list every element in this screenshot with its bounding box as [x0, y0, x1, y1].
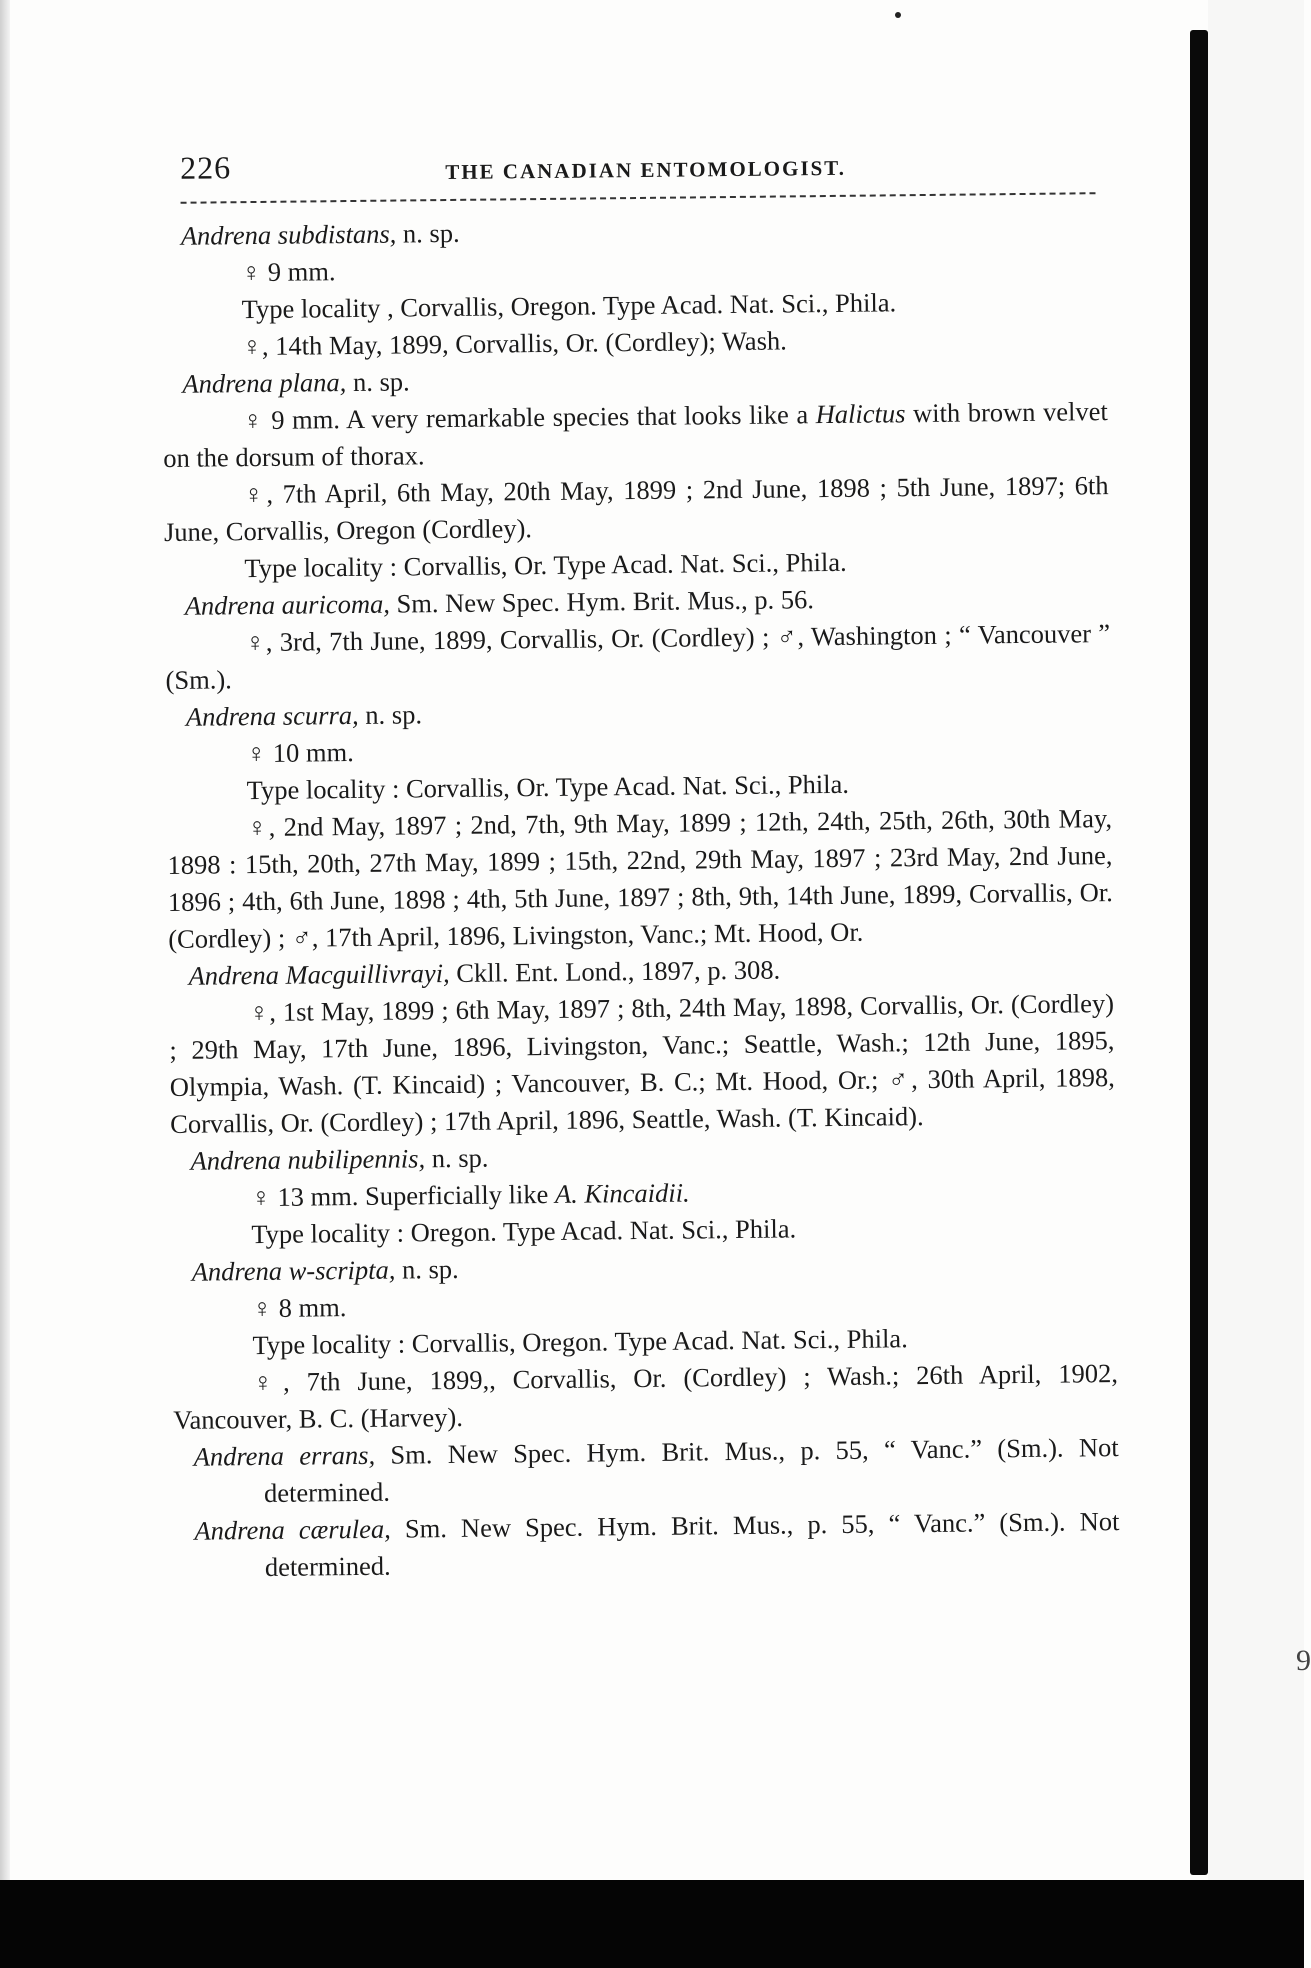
species-name: Andrena cærulea,: [194, 1513, 391, 1546]
record-text: Type locality : Corvallis, Or. Type Acad. Nat. Sci., Phila.: [244, 546, 847, 584]
record-text: ♀ 9 mm.: [241, 256, 336, 288]
document-page: [160, 140, 1120, 1587]
species-name: Andrena nubilipennis,: [190, 1143, 426, 1176]
species-heading: [173, 1429, 1119, 1513]
record-text: Type locality , Corvallis, Oregon. Type Acad. Nat. Sci., Phila.: [241, 287, 897, 325]
page-number: 226: [179, 149, 232, 186]
record-text: ♀, 2nd May, 1897 ; 2nd, 7th, 9th May, 1899 ; 12th, 24th, 25th, 26th, 30th May, 1898 : 15th, 20th, 27th May, 1899 ; 15th, 22nd, 29th May, 1897 ; 23rd May, 2nd June, 1896 ; 4th, 6th June, 1898 ; 4th, 5th June, 1897 ; 8th, 9th, 14th June, 1899, Corvallis, Or. (Cordley) ; ♂, 17th April, 1896, Livingston, Vanc.; Mt. Hood, Or.: [167, 803, 1113, 954]
species-name: Andrena plana,: [182, 367, 347, 399]
record-text: ♀ 13 mm. Superficially like: [250, 1178, 556, 1213]
species-name: Andrena scurra,: [185, 699, 359, 732]
record-text: ♀, 7th June, 1899,, Corvallis, Or. (Cordley) ; Wash.; 26th April, 1902, Vancouver, B. C. (Harvey).: [173, 1358, 1119, 1435]
record-text-tail: with brown velvet on the dorsum of thorax.: [163, 396, 1108, 473]
record-text: ♀, 3rd, 7th June, 1899, Corvallis, Or. (Cordley) ; ♂, Washington ; “ Vancouver ” (Sm.).: [165, 618, 1111, 695]
record-paragraph: [163, 467, 1109, 551]
species-name: Andrena subdistans,: [180, 218, 397, 251]
record-text: ♀, 1st May, 1899 ; 6th May, 1897 ; 8th, 24th May, 1898, Corvallis, Or. (Cordley) ; 29th May, 17th June, 1896, Livingston, Vanc.; Seattle, Wash.; 12th June, 1895, Olympia, Wash. (T. Kincaid) ; Vancouver, B. C.; Mt. Hood, Or.; ♂, 30th April, 1898, Corvallis, Or. (Cordley) ; 17th April, 1896, Seattle, Wash. (T. Kincaid).: [169, 988, 1115, 1139]
species-name: Andrena Macguillivrayi,: [188, 958, 450, 991]
scan-left-edge: [0, 0, 10, 1880]
running-head: THE CANADIAN ENTOMOLOGIST.: [445, 155, 847, 185]
species-citation: Sm. New Spec. Hym. Brit. Mus., p. 55, “ Vanc.” (Sm.). Not determined.: [263, 1432, 1119, 1508]
species-citation: Sm. New Spec. Hym. Brit. Mus., p. 55, “ Vanc.” (Sm.). Not determined.: [264, 1506, 1120, 1582]
record-paragraph: [165, 615, 1111, 699]
record-paragraph: [163, 393, 1109, 477]
record-text: ♀ 10 mm.: [246, 737, 354, 769]
record-text: ♀ 9 mm. A very remarkable species that looks like a: [242, 399, 816, 436]
species-citation: n. sp.: [346, 366, 410, 398]
book-spine-shadow: [1190, 30, 1208, 1875]
record-text: Type locality : Corvallis, Oregon. Type Acad. Nat. Sci., Phila.: [252, 1323, 908, 1361]
species-name: Andrena w-scripta,: [191, 1254, 396, 1287]
species-citation: n. sp.: [358, 699, 423, 730]
next-page-glyph: 9: [1296, 1644, 1311, 1677]
species-name: Andrena errans,: [193, 1439, 376, 1472]
italic-term: Halictus: [815, 398, 906, 430]
species-name: Andrena auricoma,: [184, 588, 391, 621]
record-text: ♀ 8 mm.: [251, 1292, 347, 1324]
record-paragraph: [169, 985, 1115, 1143]
record-paragraph: [173, 1355, 1119, 1439]
record-text: Type locality : Oregon. Type Acad. Nat. Sci., Phila.: [251, 1213, 797, 1250]
species-heading: [174, 1503, 1120, 1587]
dust-speck: [895, 12, 901, 18]
species-citation: n. sp.: [396, 217, 460, 249]
record-paragraph: [167, 800, 1113, 958]
species-citation: Ckll. Ent. Lond., 1897, p. 308.: [449, 954, 781, 989]
record-text: Type locality : Corvallis, Or. Type Acad. Nat. Sci., Phila.: [246, 768, 850, 806]
next-page-edge: [1208, 0, 1304, 1880]
species-citation: n. sp.: [395, 1253, 459, 1285]
species-citation: Sm. New Spec. Hym. Brit. Mus., p. 56.: [389, 584, 815, 619]
record-text: ♀, 14th May, 1899, Corvallis, Or. (Cordley); Wash.: [241, 325, 787, 362]
italic-term: A. Kincaidii.: [554, 1177, 690, 1209]
scan-bottom-border: [0, 1880, 1304, 1968]
page-header: [160, 140, 1105, 192]
page-body: [161, 194, 1120, 1587]
species-citation: n. sp.: [424, 1142, 489, 1174]
record-text: ♀, 7th April, 6th May, 20th May, 1899 ; 2nd June, 1898 ; 5th June, 1897; 6th June, Corvallis, Oregon (Cordley).: [163, 470, 1109, 547]
